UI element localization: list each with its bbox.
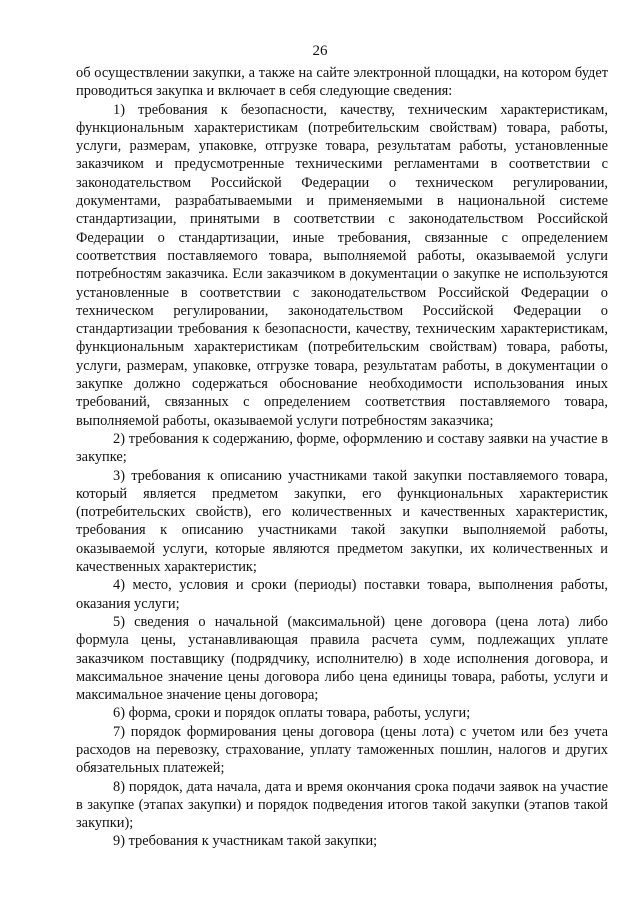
page-number: 26 bbox=[312, 43, 328, 59]
paragraph-item-1: 1) требования к безопасности, качеству, техническим характеристикам, функциональным характеристикам (потребительским свойствам) товара, работы, услуги, размерам, упаковке, отгрузке товара, результатам работы, установленные заказчиком и предусмотренные техническими регламентами в соответствии с законодательством Российской Федерации о техническом регулировании, документами, разрабатываемыми и применяемыми в национальной системе стандартизации, принятыми в соответствии с законодательством Российской Федерации о стандартизации, иные требования, связанные с определением соответствия поставляемого товара, выполняемой работы, оказываемой услуги потребностям заказчика. Если заказчиком в документации о закупке не используются установленные в соответствии с законодательством Российской Федерации о техническом регулировании, законодательством Российской Федерации о стандартизации требования к безопасности, качеству, техническим характеристикам, функциональным характеристикам (потребительским свойствам) товара, работы, услуги, размерам, упаковке, отгрузке товара, результатам работы, в документации о закупке должно содержаться обоснование необходимости использования иных требований, связанных с определением соответствия поставляемого товара, выполняемой работы, оказываемой услуги потребностям заказчика; bbox=[76, 101, 608, 429]
paragraph-item-8: 8) порядок, дата начала, дата и время окончания срока подачи заявок на участие в закупке (этапах закупки) и порядок подведения итогов такой закупки (этапов такой закупки); bbox=[76, 778, 608, 832]
paragraph-item-2: 2) требования к содержанию, форме, оформлению и составу заявки на участие в закупке; bbox=[76, 430, 608, 466]
paragraph-item-9: 9) требования к участникам такой закупки; bbox=[113, 833, 378, 850]
document-body bbox=[76, 64, 608, 851]
paragraph-item-3: 3) требования к описанию участниками такой закупки поставляемого товара, который является предметом закупки, его функциональных характеристик (потребительских свойств), его количественных и качественных характеристик, требования к описанию участниками такой закупки выполняемой работы, оказываемой услуги, которые являются предметом закупки, их количественных и качественных характеристик; bbox=[76, 467, 608, 576]
paragraph-item-5: 5) сведения о начальной (максимальной) цене договора (цена лота) либо формула цены, устанавливающая правила расчета сумм, подлежащих уплате заказчиком поставщику (подрядчику, исполнителю) в ходе исполнения договора, и максимальное значение цены договора либо цена единицы товара, работы, услуги и максимальное значение цены договора; bbox=[76, 613, 608, 704]
paragraph-intro-continuation: об осуществлении закупки, а также на сайте электронной площадки, на котором будет проводиться закупка и включает в себя следующие сведения: bbox=[76, 65, 608, 100]
paragraph-item-6: 6) форма, сроки и порядок оплаты товара, работы, услуги; bbox=[113, 705, 471, 722]
paragraph-item-7: 7) порядок формирования цены договора (цены лота) с учетом или без учета расходов на перевозку, страхование, уплату таможенных пошлин, налогов и других обязательных платежей; bbox=[76, 723, 608, 777]
paragraph-item-4: 4) место, условия и сроки (периоды) поставки товара, выполнения работы, оказания услуги; bbox=[76, 577, 608, 612]
